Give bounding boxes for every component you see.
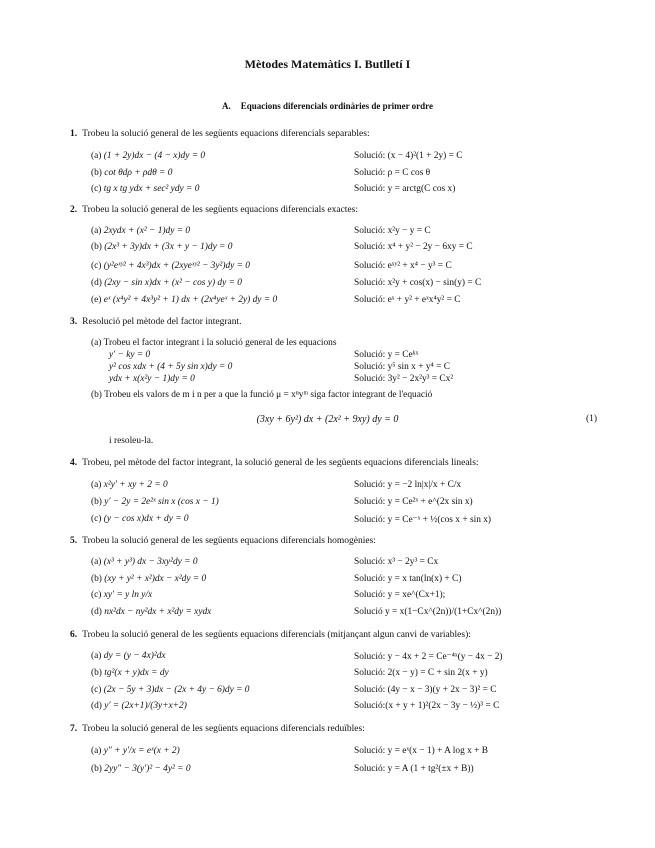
problem-4-statement — [70, 458, 479, 468]
problem-number: 3. — [70, 317, 78, 327]
problem-2b — [91, 242, 232, 252]
problem-2a-solution: Solució: x²y − y = C — [354, 226, 431, 236]
item-equation: (xy + y² + x²)dx − x²dy = 0 — [104, 574, 207, 584]
problem-3a-sol2: Solució: y⁵ sin x + y⁴ = C — [354, 362, 451, 372]
item-label: (b) — [91, 242, 102, 252]
problem-5-statement — [70, 536, 376, 546]
problem-6b-solution: Solució: 2(x − y) = C + sin 2(x + y) — [354, 668, 488, 678]
item-equation: tg²(x + y)dx = dy — [104, 668, 169, 678]
item-label: (b) — [91, 390, 102, 400]
problem-6-statement — [70, 630, 471, 640]
item-equation: (x³ + y³) dx − 3xy²dy = 0 — [103, 557, 198, 567]
item-label: (d) — [91, 701, 102, 711]
problem-5d — [91, 607, 211, 617]
item-label: (c) — [91, 685, 102, 695]
problem-number: 5. — [70, 536, 78, 546]
item-label: (d) — [91, 278, 102, 288]
item-label: (a) — [91, 746, 102, 756]
problem-3a — [91, 338, 337, 348]
problem-number: 7. — [70, 724, 78, 734]
problem-1a-solution: Solució: (x − 4)²(1 + 2y) = C — [354, 151, 463, 161]
problem-3a-eq3: ydx + x(x²y − 1)dy = 0 — [109, 374, 195, 384]
problem-7-statement — [70, 724, 365, 734]
item-label: (d) — [91, 607, 102, 617]
item-label: (a) — [91, 480, 102, 490]
item-equation: eˣ (x⁴y² + 4x³y² + 1) dx + (2x⁴yeˣ + 2y) dy = 0 — [103, 295, 278, 305]
problem-text: Trobeu la solució general de les següents equacions diferencials (mitjançant algun canvi de variables): — [82, 630, 471, 640]
problem-6c — [91, 685, 249, 695]
item-equation: xy′ = y ln y/x — [103, 590, 153, 600]
problem-text: Trobeu la solució general de les següents equacions diferencials separables: — [82, 129, 370, 139]
item-label: (a) — [91, 151, 102, 161]
problem-2c-solution: Solució: eˣʸ² + x⁴ − y³ = C — [354, 261, 452, 271]
item-label: (c) — [91, 590, 102, 600]
item-label: (a) — [91, 651, 102, 661]
problem-2-statement — [70, 205, 358, 215]
section-label: A. — [222, 101, 231, 111]
problem-6b — [91, 668, 169, 678]
problem-3a-sol1: Solució: y = Ceᵏˣ — [354, 350, 419, 360]
item-equation: x²y′ + xy + 2 = 0 — [103, 480, 168, 490]
problem-text: Trobeu, pel mètode del factor integrant, la solució general de les següents equacions diferencials lineals: — [82, 458, 479, 468]
problem-7a — [91, 746, 180, 756]
item-label: (b) — [91, 668, 102, 678]
equation-number: (1) — [586, 414, 598, 424]
problem-4a-solution: Solució: y = −2 ln|x|/x + C/x — [354, 480, 462, 490]
item-label: (b) — [91, 497, 102, 507]
item-label: (a) — [91, 338, 102, 348]
problem-text: Resolució pel mètode del factor integrant. — [82, 317, 242, 327]
item-label: (e) — [91, 295, 102, 305]
problem-6c-solution: Solució: (4y − x − 3)(y + 2x − 3)² = C — [354, 685, 497, 695]
problem-1b — [91, 168, 172, 178]
problem-1-statement — [70, 129, 370, 139]
problem-number: 1. — [70, 129, 78, 139]
problem-7a-solution: Solució: y = eˣ(x − 1) + A log x + B — [354, 746, 489, 756]
problem-5c-solution: Solució: y = xe^(Cx+1); — [354, 590, 446, 600]
problem-1b-solution: Solució: ρ = C cos θ — [354, 168, 431, 178]
item-label: (c) — [91, 184, 102, 194]
problem-2b-solution: Solució: x⁴ + y² − 2y − 6xy = C — [354, 242, 473, 252]
problem-6a-solution: Solució: y − 4x + 2 = Ce⁻⁴ˣ(y − 4x − 2) — [354, 652, 503, 662]
item-equation: (2xy − sin x)dx + (x² − cos y) dy = 0 — [104, 278, 242, 288]
problem-text: Trobeu la solució general de les següents equacions diferencials reduïbles: — [82, 724, 365, 734]
problem-7b — [91, 764, 191, 774]
problem-2d — [91, 278, 242, 288]
problem-3b — [91, 390, 432, 400]
item-equation: y″ + y′/x = eˣ(x + 2) — [103, 746, 180, 756]
problem-2e-solution: Solució: eˣ + y² + eˣx⁴y² = C — [354, 295, 461, 305]
problem-text: Trobeu la solució general de les següents equacions diferencials homogènies: — [82, 536, 376, 546]
problem-6d-solution: Solució:(x + y + 1)²(2x − 3y − ½)³ = C — [354, 701, 500, 711]
problem-2c — [91, 261, 250, 271]
problem-4c-solution: Solució: y = Ce⁻ˣ + ½(cos x + sin x) — [354, 515, 492, 525]
item-label: (b) — [91, 764, 102, 774]
page-title: Mètodes Matemàtics I. Butlletí I — [244, 57, 411, 71]
item-equation: y′ − 2y = 2e²ˣ sin x (cos x − 1) — [104, 497, 219, 507]
item-label: (b) — [91, 168, 102, 178]
problem-1c — [91, 184, 199, 194]
problem-number: 6. — [70, 630, 78, 640]
problem-3b-equation: (3xy + 6y²) dx + (2x² + 9xy) dy = 0 — [256, 414, 399, 425]
item-equation: tg x tg ydx + sec² ydy = 0 — [103, 184, 200, 194]
problem-5b-solution: Solució: y = x tan(ln(x) + C) — [354, 574, 462, 584]
problem-number: 2. — [70, 205, 78, 215]
problem-3b-tail: i resoleu-la. — [109, 436, 154, 446]
problem-2a — [91, 226, 190, 236]
item-text: Trobeu el factor integrant i la solució general de les equacions — [103, 338, 337, 348]
problem-4b — [91, 497, 219, 507]
problem-number: 4. — [70, 458, 78, 468]
problem-6d — [91, 701, 187, 711]
problem-3-statement — [70, 317, 241, 327]
item-equation: (1 + 2y)dx − (4 − x)dy = 0 — [103, 151, 206, 161]
section-heading — [0, 101, 655, 111]
problem-6a — [91, 651, 166, 661]
item-equation: (y − cos x)dx + dy = 0 — [103, 514, 189, 524]
problem-5d-solution: Solució y = x(1−Cx^(2n))/(1+Cx^(2n)) — [354, 607, 502, 617]
problem-5c — [91, 590, 152, 600]
problem-5b — [91, 574, 206, 584]
problem-7b-solution: Solució: y = A (1 + tg²(±x + B)) — [354, 764, 474, 774]
problem-text: Trobeu la solució general de les següents equacions diferencials exactes: — [82, 205, 358, 215]
problem-1c-solution: Solució: y = arctg(C cos x) — [354, 184, 456, 194]
item-label: (a) — [91, 226, 102, 236]
problem-4c — [91, 514, 189, 524]
item-equation: (2x − 5y + 3)dx − (2x + 4y − 6)dy = 0 — [103, 685, 250, 695]
item-equation: cot θdρ + ρdθ = 0 — [104, 168, 173, 178]
problem-4b-solution: Solució: y = Ce²ˣ + e^(2x sin x) — [354, 497, 473, 507]
item-equation: y′ = (2x+1)/(3y+x+2) — [104, 701, 187, 711]
item-label: (c) — [91, 261, 102, 271]
item-equation: 2xydx + (x² − 1)dy = 0 — [103, 226, 191, 236]
item-equation: (y²eˣʸ² + 4x³)dx + (2xyeˣʸ² − 3y²)dy = 0 — [103, 261, 250, 271]
problem-4a — [91, 480, 168, 490]
item-equation: dy = (y − 4x)²dx — [103, 651, 166, 661]
problem-3a-sol3: Solució: 3y² − 2x²y³ = Cx² — [354, 374, 454, 384]
item-label: (a) — [91, 557, 102, 567]
item-text: Trobeu els valors de m i n per a que la funció μ = xⁿyᵐ siga factor integrant de l'equació — [104, 390, 433, 400]
problem-3a-eq1: y′ − ky = 0 — [109, 350, 151, 360]
problem-5a — [91, 557, 198, 567]
problem-2d-solution: Solució: x²y + cos(x) − sin(y) = C — [354, 278, 482, 288]
problem-2e — [91, 295, 277, 305]
problem-3a-eq2: y² cos xdx + (4 + 5y sin x)dy = 0 — [109, 362, 233, 372]
problem-5a-solution: Solució: x³ − 2y³ = Cx — [354, 557, 439, 567]
item-label: (b) — [91, 574, 102, 584]
item-equation: nx²dx − ny²dx + x²dy = xydx — [104, 607, 212, 617]
item-equation: 2yy″ − 3(y′)² − 4y² = 0 — [104, 764, 191, 774]
item-equation: (2x³ + 3y)dx + (3x + y − 1)dy = 0 — [104, 242, 233, 252]
section-title: Equacions diferencials ordinàries de primer ordre — [240, 101, 433, 111]
item-label: (c) — [91, 514, 102, 524]
problem-1a — [91, 151, 205, 161]
